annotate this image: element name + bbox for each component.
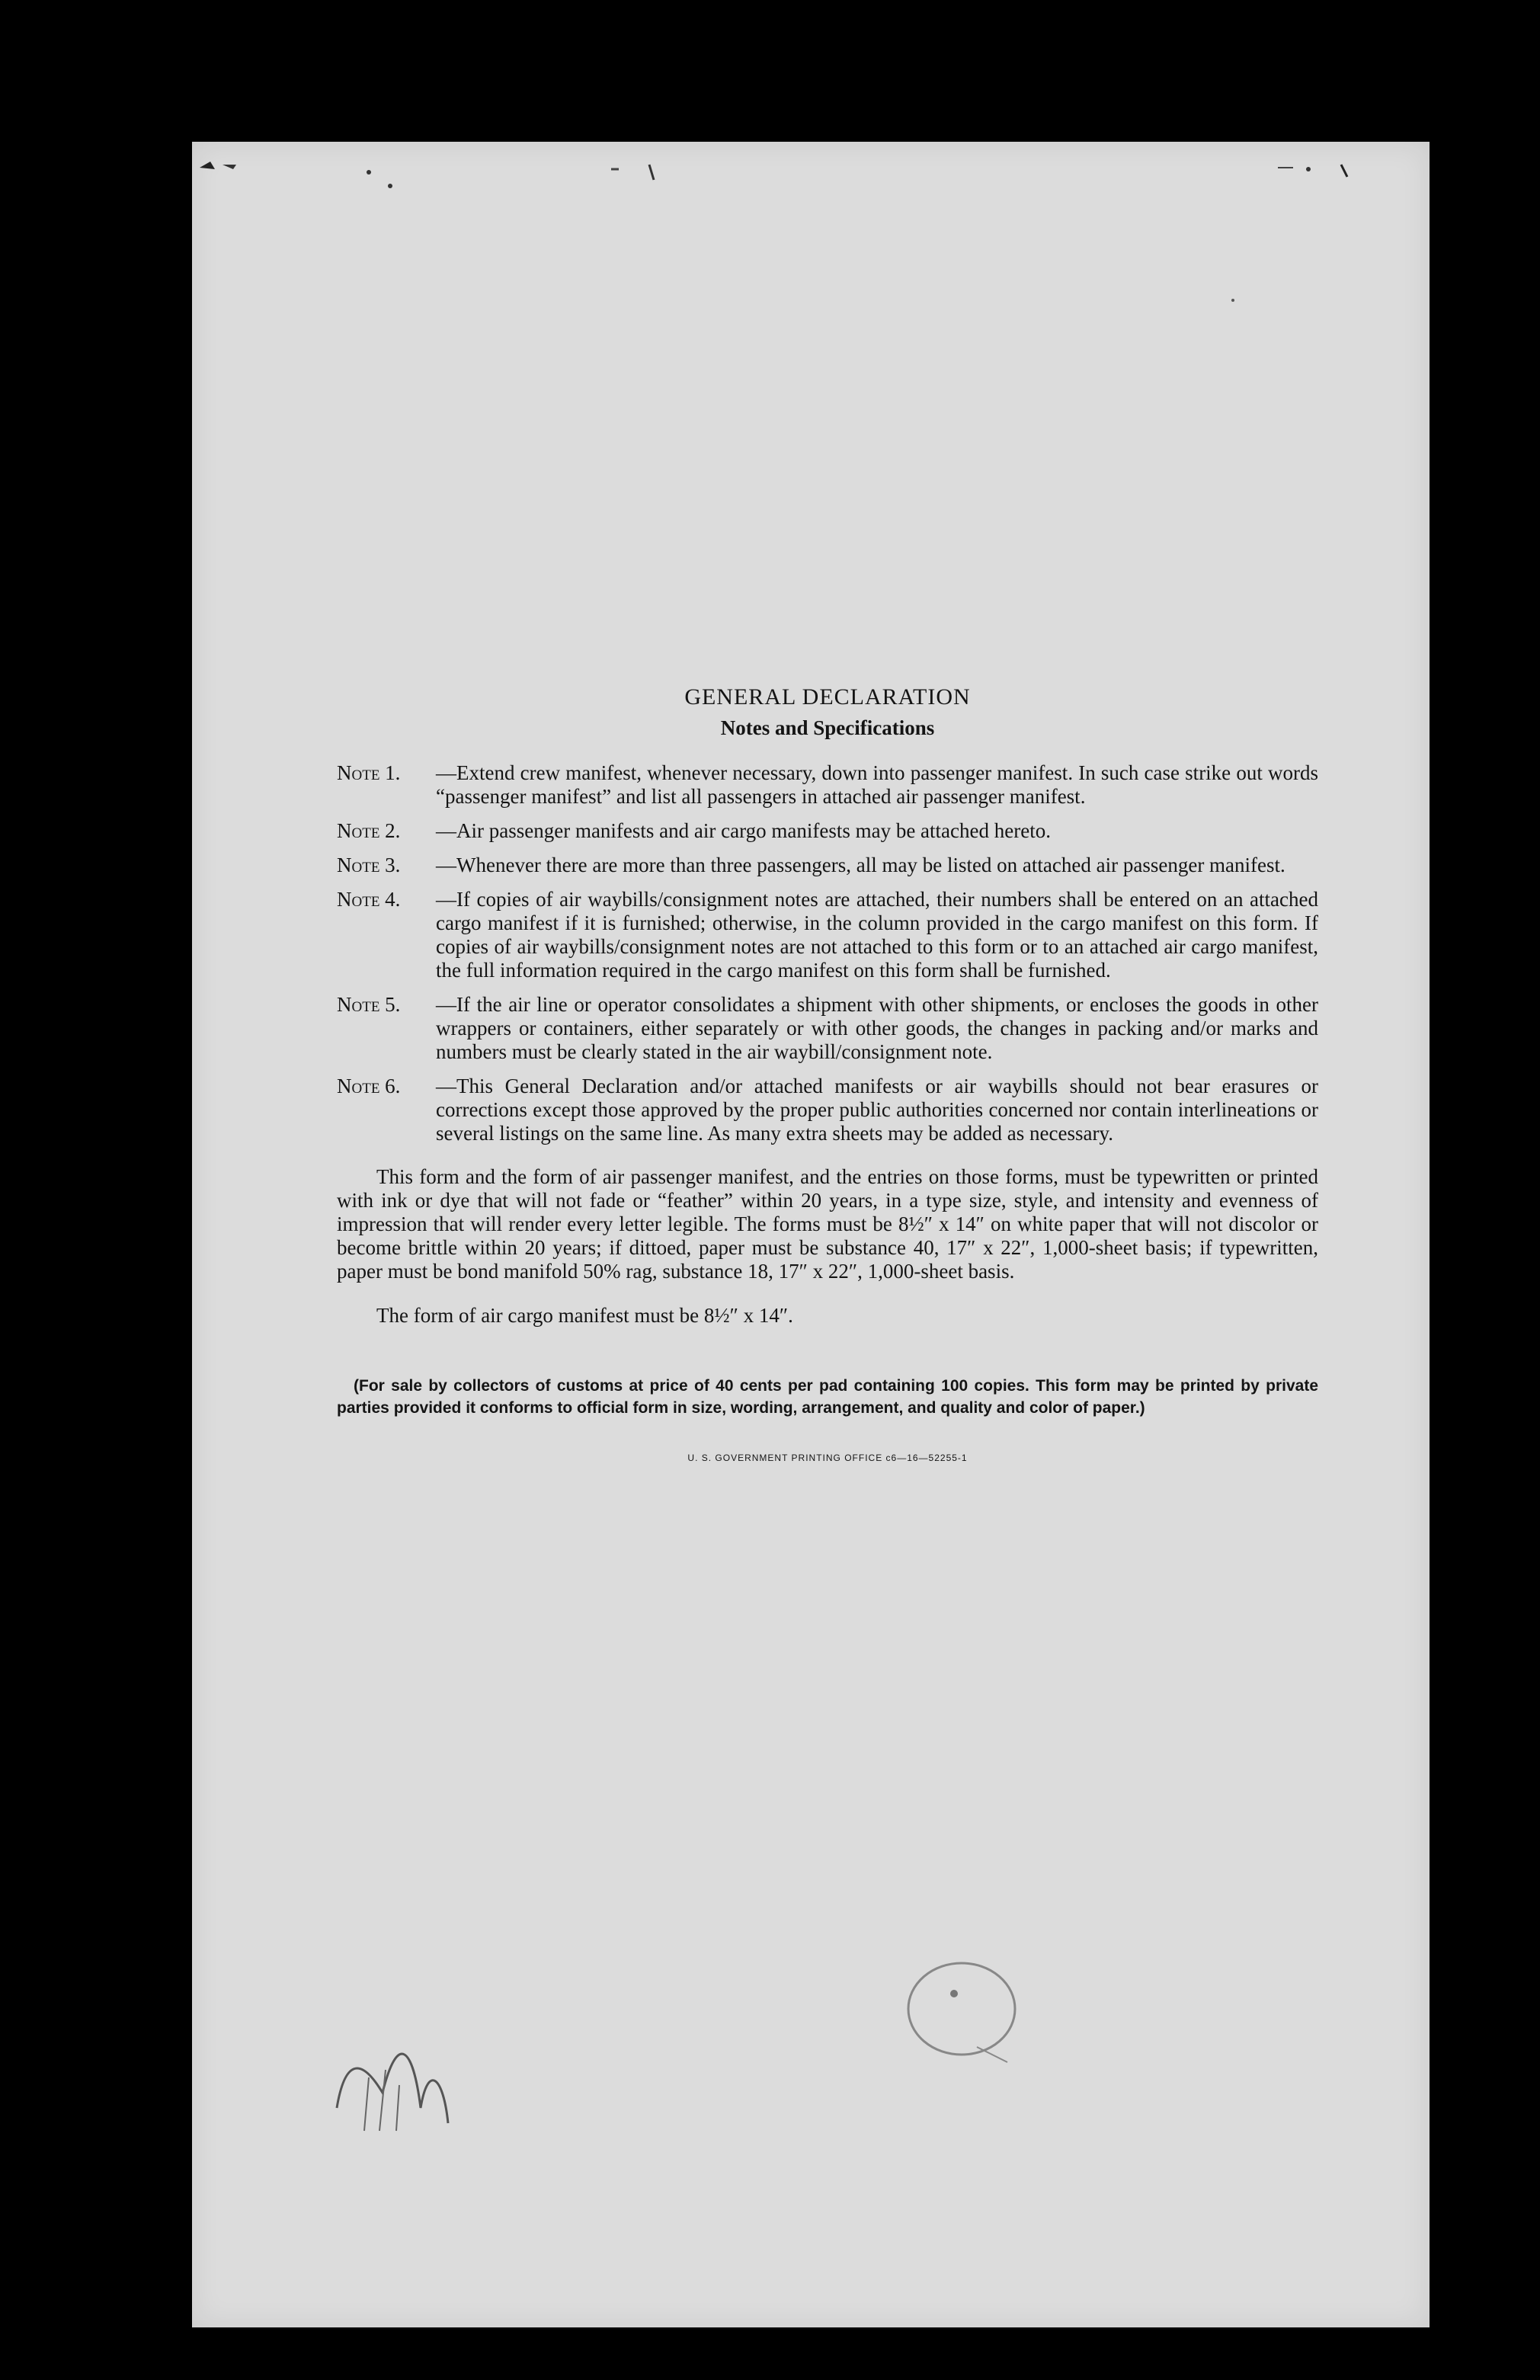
note-label: Note 5.	[337, 993, 401, 1016]
sale-note: (For sale by collectors of customs at price of 40 cents per pad containing 100 copies. This form may be printed by private parties provided it conforms to official form in size, wording, arrangement, and quality and color of paper.)	[337, 1377, 1318, 1417]
printer-imprint: U. S. GOVERNMENT PRINTING OFFICE c6—16—52255-1	[687, 1453, 968, 1463]
note-4	[337, 888, 1318, 982]
form-specifications-paragraph: This form and the form of air passenger manifest, and the entries on those forms, must be typewritten or printed with ink or dye that will not fade or “feather” within 20 years, in a type size, style, and intensity and evenness of impression that will render every letter legible. The forms must be 8½″ x 14″ on white paper that will not discolor or become brittle within 20 years; if dittoed, paper must be substance 40, 17″ x 22″, 1,000-sheet basis; if typewritten, paper must be bond manifold 50% rag, substance 18, 17″ x 22″, 1,000-sheet basis.	[337, 1165, 1318, 1283]
note-label: Note 3.	[337, 854, 401, 876]
note-1	[337, 761, 1318, 809]
note-text: —Extend crew manifest, whenever necessary, down into passenger manifest. In such case strike out words “passenger manifest” and list all passengers in attached air passenger manifest.	[436, 761, 1318, 808]
note-text: —If copies of air waybills/consignment notes are attached, their numbers shall be entered on an attached cargo manifest if it is furnished; otherwise, in the column provided in the cargo manifest on this form. If copies of air waybills/consignment notes are not attached to this form or to an attached air cargo manifest, the full information required in the cargo manifest on this form shall be furnished.	[436, 888, 1318, 982]
note-label: Note 2.	[337, 819, 401, 842]
note-text: —Air passenger manifests and air cargo manifests may be attached hereto.	[436, 819, 1051, 842]
note-3	[337, 854, 1318, 877]
note-label: Note 1.	[337, 761, 401, 784]
declaration-notes	[337, 684, 1318, 1463]
note-5	[337, 993, 1318, 1064]
document-title: GENERAL DECLARATION	[684, 684, 971, 710]
note-2	[337, 819, 1318, 843]
note-6	[337, 1075, 1318, 1145]
cargo-manifest-size-paragraph: The form of air cargo manifest must be 8½″ x 14″.	[376, 1304, 793, 1327]
note-label: Note 4.	[337, 888, 401, 911]
note-text: —This General Declaration and/or attached manifests or air waybills should not bear erasures or corrections except those approved by the proper public authorities concerned nor contain interlineations or several listings on the same line. As many extra sheets may be added as necessary.	[436, 1075, 1318, 1145]
note-text: —If the air line or operator consolidates a shipment with other shipments, or encloses the goods in other wrappers or containers, either separately or with other goods, the changes in packing and/or marks and numbers must be clearly stated in the air waybill/consignment note.	[436, 993, 1318, 1063]
document-subtitle: Notes and Specifications	[720, 716, 935, 739]
note-text: —Whenever there are more than three passengers, all may be listed on attached air passenger manifest.	[436, 854, 1285, 876]
note-label: Note 6.	[337, 1075, 401, 1097]
document-page	[192, 142, 1430, 2327]
